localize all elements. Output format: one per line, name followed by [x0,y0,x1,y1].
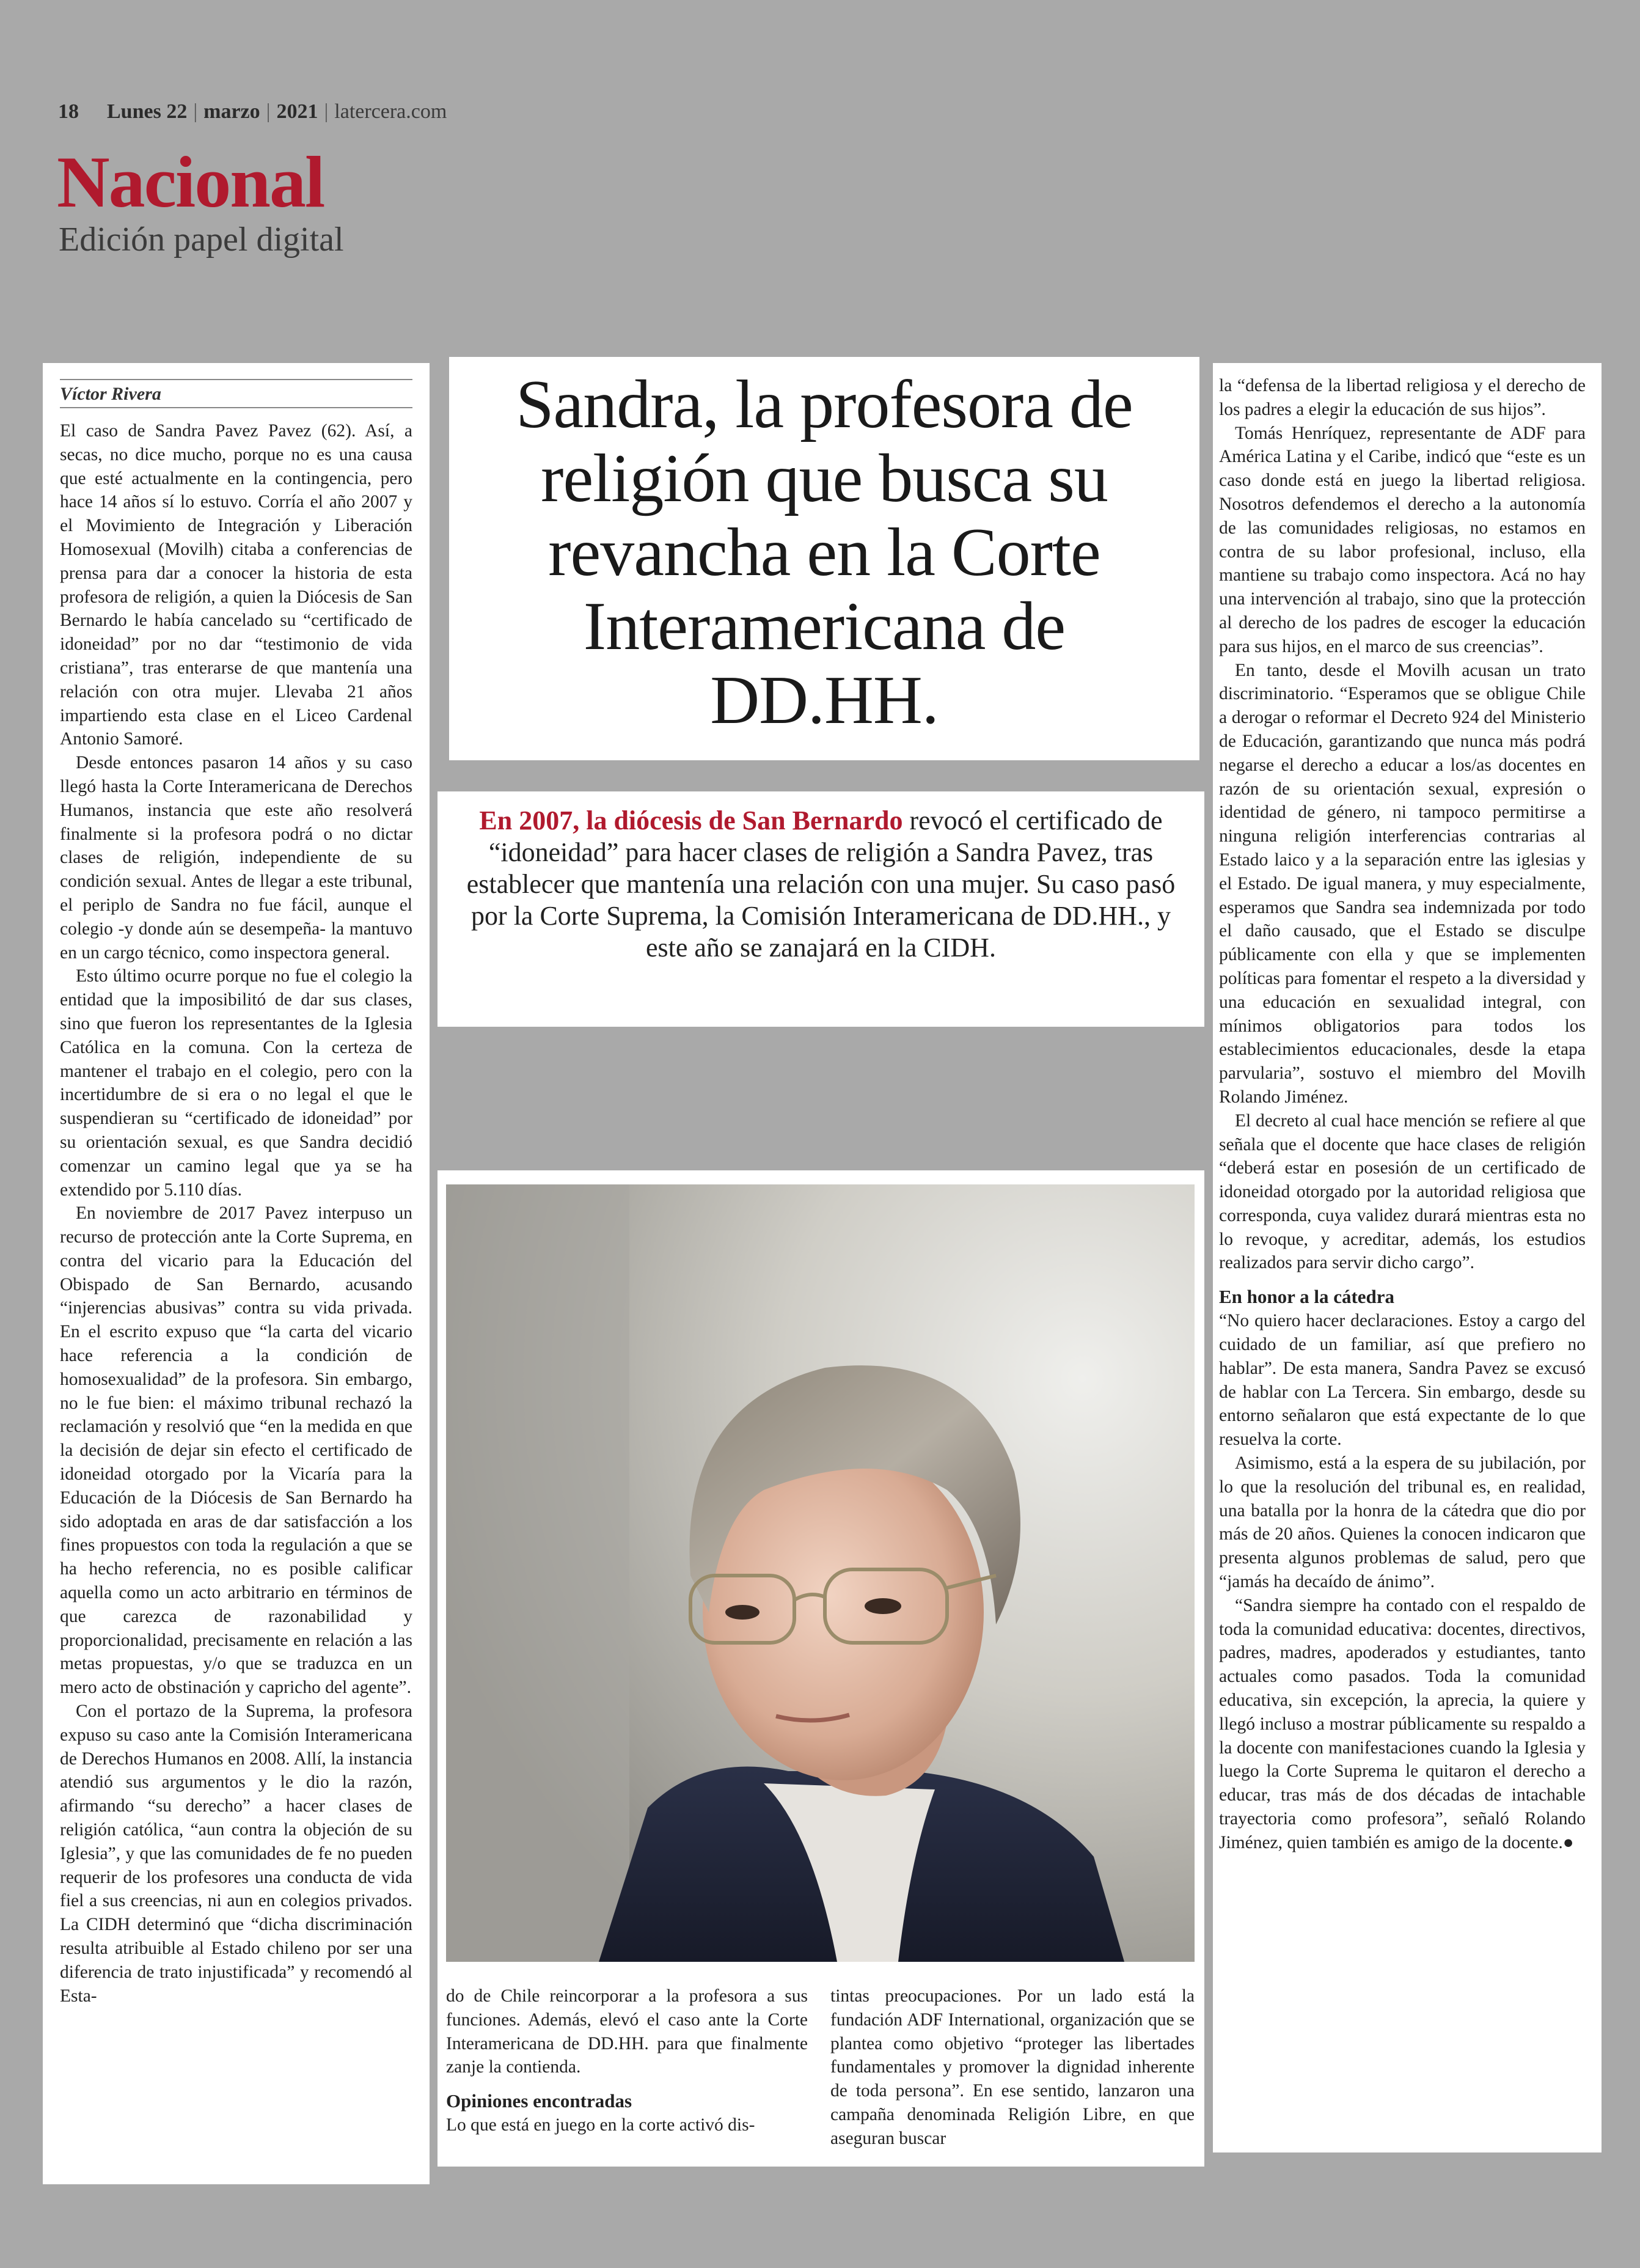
section-title: Nacional [57,141,324,222]
deck-text: revocó el certificado de “idoneidad” para hacer clases de religión a Sandra Pavez, tras establecer que mantenía una relación con una mujer. Su caso pasó por la Corte Suprema, la Comisión Interamericana de DD.HH., y este año se zanajará en la CIDH. [466,806,1176,963]
article-paragraph: tintas preocupaciones. Por un lado está la fundación ADF International, organización que se plantea como objetivo “proteger las libertades fundamentales y promover la dignidad inherente de toda persona”. En ese sentido, lanzaron una campaña denominada Religión Libre, en que aseguran buscar [830,1986,1195,2148]
headline-box [449,357,1199,760]
folio-separator: | [193,100,198,123]
article-paragraph: Tomás Henríquez, representante de ADF para América Latina y el Caribe, indicó que “este es un caso donde está en juego la libertad religiosa. Nosotros defendemos el derecho a la autonomía de las comunidades religiosas, no estamos en contra de su labor profesional, incluso, ella mantiene su trabajo como inspectora. Acá no hay una intervención al trabajo, sino que la protección al derecho de los padres de escoger la educación para sus hijos, en el marco de sus creencias”. [1219,423,1586,656]
article-paragraph: la “defensa de la libertad religiosa y el derecho de los padres a elegir la educación de sus hijos”. [1219,376,1586,419]
deck-box [437,791,1204,1027]
byline: Víctor Rivera [60,379,412,408]
bottom-column-1 [446,1984,808,2137]
deck [451,805,1191,964]
portrait-photo [446,1184,1195,1962]
article-paragraph: En tanto, desde el Movilh acusan un trato discriminatorio. “Esperamos que se obligue Chile a derogar o reformar el Decreto 924 del Ministerio de Educación, garantizando que nunca más podrá negarse el derecho a educar a los/as docentes en razón de su orientación sexual, expresión o identidad de género, ni tampoco permitirse a ninguna religión interferencias contrarias al Estado laico y a la separación entre las iglesias y el Estado. De igual manera, y muy especialmente, esperamos que Sandra sea indemnizada por todo el daño causado, que el Estado se disculpe públicamente con ella y que se implementen políticas para fomentar el respeto a la diversidad y una educación en sexualidad integral, con mínimos obligatorios para todos los establecimientos educacionales, desde la etapa parvularia”, sostuvo el miembro del Movilh Rolando Jiménez. [1219,660,1586,1107]
edition-label: Edición papel digital [59,221,344,259]
right-column-panel [1213,363,1602,2152]
article-paragraph: Esto último ocurre porque no fue el colegio la entidad que la imposibilitó de dar sus clases, sino que fueron los representantes de la Iglesia Católica en la comuna. Con la certeza de mantener el trabajo en el colegio, pero con la incertidumbre de si era o no legal el que le suspendieran su “certificado de idoneidad” por su orientación sexual, es que Sandra decidió comenzar un camino legal que ya se ha extendido por 5.110 días. [60,966,412,1200]
article-paragraph [1219,1594,1586,1855]
article-paragraph: Asimismo, está a la espera de su jubilación, por lo que la resolución del tribunal es, en realidad, una batalla por la honra de la cátedra que dio por más de 20 años. Quienes la conocen indicaron que presenta algunos problemas de salud, pero que “jamás ha decaído de ánimo”. [1219,1453,1586,1592]
left-column-panel [43,363,430,2184]
article-paragraph-text: “Sandra siempre ha contado con el respaldo de toda la comunidad educativa: docentes, directivos, padres, madres, apoderados y estudiantes, tanto actuales como pasados. Toda la comunidad educativa, sin excepción, la aprecia, la quiere y llegó incluso a mostrar públicamente su respaldo a la docente con manifestaciones cuando la Iglesia y luego la Corte Suprema le quitaron el derecho a educar, tras más de dos décadas de intachable trayectoria como profesora”, señaló Rolando Jiménez, quien también es amigo de la docente. [1219,1595,1586,1852]
folio-year: 2021 [276,100,318,123]
page-number: 18 [58,100,79,123]
folio-month: marzo [203,100,260,123]
folio-separator: | [324,100,329,123]
article-paragraph: Desde entonces pasaron 14 años y su caso llegó hasta la Corte Interamericana de Derechos Humanos, instancia que este año resolverá finalmente si la profesora podrá o no dictar clases de religión, independiente de su condición sexual. Antes de llegar a este tribunal, el periplo de Sandra no fue fácil, aunque el colegio -y donde aún se desempeña- la mantuvo en un cargo técnico, como inspectora general. [60,753,412,963]
article-paragraph: Lo que está en juego en la corte activó dis- [446,2115,755,2135]
left-article-column [60,419,412,2008]
subhead: Opiniones encontradas [446,2090,632,2112]
site-link[interactable]: latercera.com [334,100,447,123]
folio-line [58,100,447,123]
article-paragraph: do de Chile reincorporar a la profesora a sus funciones. Además, elevó el caso ante la Corte Interamericana de DD.HH. para que finalmente zanje la contienda. [446,1986,808,2077]
bottom-column-2 [830,1984,1195,2151]
headline: Sandra, la profesora de religión que busca su revancha en la Corte Interamericana de DD.HH. [516,367,1133,738]
article-paragraph: Con el portazo de la Suprema, la profesora expuso su caso ante la Comisión Interamericana de Derechos Humanos en 2008. Allí, la instancia atendió sus argumentos y le dio la razón, afirmando “su derecho” a hacer clases de religión católica, “aun contra la objeción de su Iglesia”, y que las comunidades de fe no pueden requerir de los profesores una conducta de vida fiel a sus creencias, ni aun en colegios privados. La CIDH determinó que “dicha discriminación resulta atribuible al Estado chileno por ser una diferencia de trato injustificada” y recomendó al Esta- [60,1701,412,2006]
article-paragraph: El caso de Sandra Pavez Pavez (62). Así, a secas, no dice mucho, porque no es una causa que esté actualmente en la contingencia, pero hace 14 años sí lo estuvo. Corría el año 2007 y el Movimiento de Integración y Liberación Homosexual (Movilh) citaba a conferencias de prensa para dar a conocer la historia de esta profesora de religión, a quien la Diócesis de San Bernardo le había cancelado su “certificado de idoneidad” por no dar “testimonio de vida cristiana”, tras enterarse de que mantenía una relación con otra mujer. Llevaba 21 años impartiendo esta clase en el Liceo Cardenal Antonio Samoré. [60,421,412,749]
end-mark-icon: ● [1562,1832,1574,1852]
right-article-column [1219,374,1586,1855]
subhead: En honor a la cátedra [1219,1286,1395,1308]
deck-lead: En 2007, la diócesis de San Bernardo [479,806,903,835]
folio-separator: | [266,100,271,123]
folio-day: Lunes 22 [107,100,188,123]
article-paragraph: “No quiero hacer declaraciones. Estoy a cargo del cuidado de un familiar, así que prefiero no hablar”. De esta manera, Sandra Pavez se excusó de hablar con La Tercera. Sin embargo, desde su entorno señalaron que está expectante de lo que resuelva la corte. [1219,1311,1586,1450]
article-paragraph: El decreto al cual hace mención se refiere al que señala que el docente que hace clases de religión “deberá estar en posesión de un certificado de idoneidad otorgado por la autoridad religiosa que corresponda, cuya validez durará mientras esta no lo revoque, y acreditar, además, los estudios realizados para servir dicho cargo”. [1219,1110,1586,1273]
bottom-columns-panel [437,1965,1204,2167]
article-paragraph: En noviembre de 2017 Pavez interpuso un recurso de protección ante la Corte Suprema, en contra del vicario para la Educación del Obispado de San Bernardo, acusando “injerencias abusivas” contra su vida privada. En el escrito expuso que “la carta del vicario hace referencia a la condición de homosexualidad” de la profesora. Sin embargo, no le fue bien: el máximo tribunal rechazó la reclamación y resolvió que “en la medida en que la decisión de dejar sin efecto el certificado de idoneidad otorgado por la Vicaría para la Educación de la Diócesis de San Bernardo ha sido adoptada en aras de dar satisfacción a los fines propuestos con toda la regulación a que se ha hecho referencia, no es posible calificar aquella como un acto arbitrario en términos de que carezca de razonabilidad y proporcionalidad, precisamente en relación a las metas propuestas, y/o que se traduzca en un mero acto de obstinación y capricho del agente”. [60,1203,412,1698]
